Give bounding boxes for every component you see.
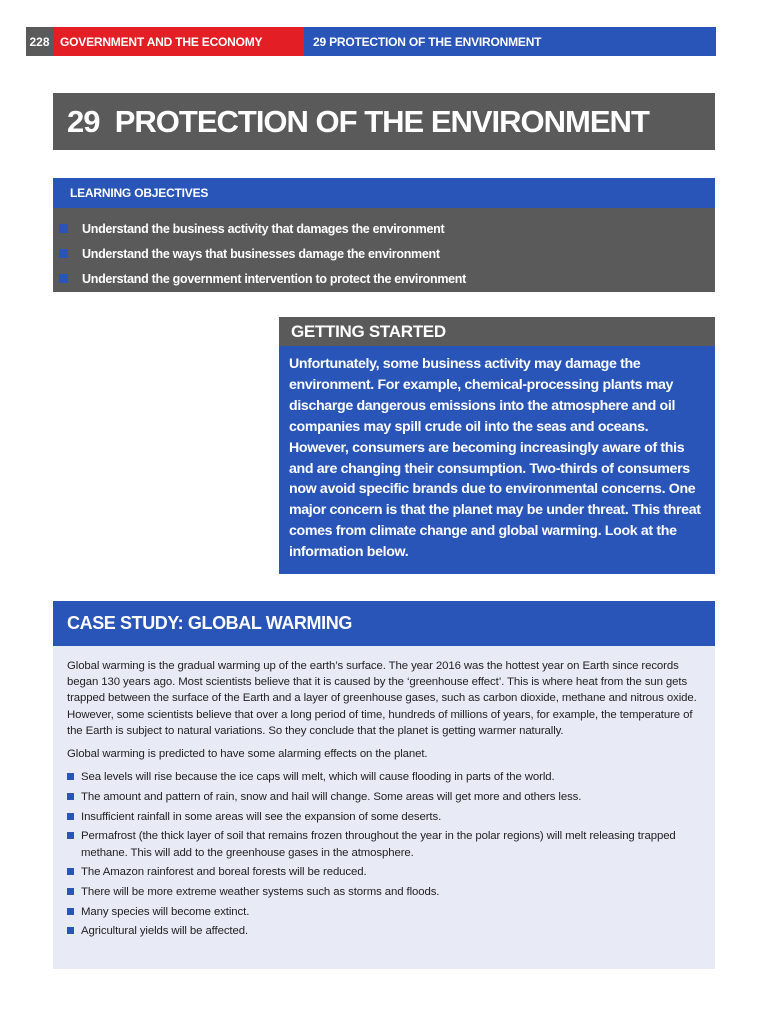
effect-list-item	[67, 923, 701, 939]
effect-list-item	[67, 904, 701, 920]
square-bullet-icon	[59, 224, 68, 233]
effect-list-item	[67, 884, 701, 900]
chapter-running-title: 29 PROTECTION OF THE ENVIRONMENT	[304, 27, 716, 56]
effect-list-item	[67, 789, 701, 805]
effect-text: The Amazon rainforest and boreal forests will be reduced.	[81, 866, 367, 879]
getting-started-box	[279, 346, 715, 574]
square-bullet-icon	[67, 773, 74, 780]
learning-objective-item	[53, 266, 715, 291]
square-bullet-icon	[67, 888, 74, 895]
case-study-heading: CASE STUDY: GLOBAL WARMING	[53, 601, 715, 646]
square-bullet-icon	[59, 274, 68, 283]
effect-text: Insufficient rainfall in some areas will see the expansion of some deserts.	[81, 810, 442, 823]
square-bullet-icon	[67, 813, 74, 820]
running-header	[26, 27, 716, 56]
getting-started-heading: GETTING STARTED	[279, 317, 715, 346]
learning-objectives-heading: LEARNING OBJECTIVES	[53, 178, 715, 208]
chapter-title-text: 29 PROTECTION OF THE ENVIRONMENT	[67, 103, 649, 139]
getting-started-text: Unfortunately, some business activity may damage the environment. For example, chemical-processing plants may discharge dangerous emissions into the atmosphere and oil companies may spill crude oil into the seas and oceans. However, consumers are becoming increasingly aware of this and are changing their consumption. Two-thirds of consumers now avoid specific brands due to environmental concerns. One major concern is that the planet may be under threat. This threat comes from climate change and global warming. Look at the information below.	[289, 356, 701, 561]
square-bullet-icon	[67, 927, 74, 934]
case-study-box	[53, 646, 715, 969]
effect-list-item	[67, 769, 701, 785]
effect-list-item	[67, 828, 701, 860]
learning-objective-text: Understand the ways that businesses damage the environment	[82, 246, 440, 261]
square-bullet-icon	[67, 868, 74, 875]
effect-text: Many species will become extinct.	[81, 905, 250, 918]
learning-objective-text: Understand the government intervention to protect the environment	[82, 271, 467, 286]
learning-objectives-list	[53, 208, 715, 292]
page-number: 228	[26, 27, 53, 56]
square-bullet-icon	[67, 832, 74, 839]
section-title: GOVERNMENT AND THE ECONOMY	[53, 27, 304, 56]
effect-text: Sea levels will rise because the ice caps will melt, which will cause flooding in parts of the world.	[81, 771, 555, 784]
effect-text: The amount and pattern of rain, snow and hail will change. Some areas will get more and others less.	[81, 790, 582, 803]
case-study-paragraph: Global warming is the gradual warming up of the earth’s surface. The year 2016 was the hottest year on Earth since records began 130 years ago. Most scientists believe that it is caused by the ‘greenhouse effect’. This is where heat from the sun gets trapped between the surface of the Earth and a layer of greenhouse gases, such as carbon dioxide, methane and nitrous oxide. However, some scientists believe that over a long period of time, hundreds of millions of years, for example, the temperature of the Earth is subject to natural variations. So they conclude that the planet is getting warmer naturally.	[67, 660, 697, 737]
effect-list-item	[67, 809, 701, 825]
learning-objective-item	[53, 241, 715, 266]
case-study-intro: Global warming is predicted to have some alarming effects on the planet.	[67, 748, 428, 761]
square-bullet-icon	[67, 908, 74, 915]
chapter-title	[53, 93, 715, 150]
learning-objective-item	[53, 216, 715, 241]
case-study-effects-list	[67, 769, 701, 939]
square-bullet-icon	[67, 793, 74, 800]
effect-text: Permafrost (the thick layer of soil that remains frozen throughout the year in the polar regions) will melt releasing trapped methane. This will add to the greenhouse gases in the atmosphere.	[81, 830, 676, 859]
effect-text: Agricultural yields will be affected.	[81, 925, 249, 938]
effect-text: There will be more extreme weather systems such as storms and floods.	[81, 885, 440, 898]
square-bullet-icon	[59, 249, 68, 258]
effect-list-item	[67, 864, 701, 880]
learning-objective-text: Understand the business activity that damages the environment	[82, 221, 445, 236]
